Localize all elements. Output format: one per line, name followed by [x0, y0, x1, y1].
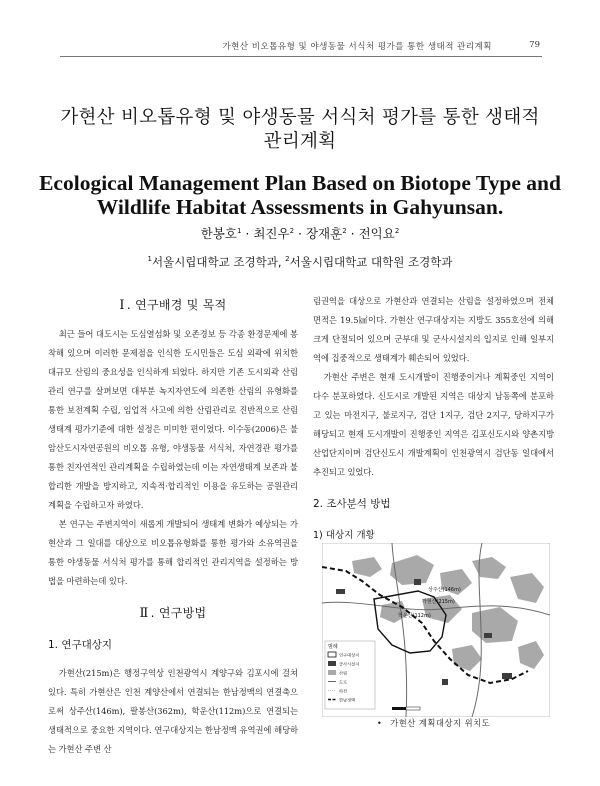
body-paragraph: 가현산 주변은 현재 도시개발이 진행중이거나 계획중인 지역이 다수 분포하였다. 신도시로 개발된 지역은 대상지 남동쪽에 분포하고 있는 마전지구, 불로지구, 검단 1지구, 검단 2지구, 당하지구가 해당되고 현재 도시개발이 진행중인 지역은 김포신도시와 양촌지방산업단지이며 검단신도시 개발계획이 인천광역시 검단동 일대에서 추진되고 있었다. [313, 372, 554, 477]
body-paragraph: 림권역을 대상으로 가현산과 연결되는 산림을 설정하였으며 전체 면적은 19.5㎢이다. 가현산 연구대상지는 지방도 355호선에 의해 크게 단절되어 있으며 군부대 및 군사시설지의 입지로 인해 일부지역에 집중적으로 생태계가 훼손되어 있었다. [313, 296, 554, 363]
scale-bar-segment [392, 707, 406, 710]
military-site [484, 633, 492, 638]
military-site [442, 679, 448, 685]
section-heading-background [48, 296, 298, 313]
site-location-map [322, 543, 550, 717]
author-name: 장재훈 [305, 226, 343, 241]
korean-title-line2: 관리계획 [263, 131, 337, 152]
figure-caption [313, 717, 554, 729]
korean-title-line1: 가현산 비오톱유형 및 야생동물 서식처 평가를 통한 생태적 [60, 107, 540, 128]
english-title-line2: Wildlife Habitat Assessments in Gahyunsan. [96, 195, 504, 219]
section-number: Ⅰ [119, 298, 125, 313]
legend-swatch-forest [328, 670, 336, 675]
military-site [414, 579, 421, 585]
caption-text: 가현산 계획대상지 위치도 [390, 718, 491, 728]
author-separator: · [346, 226, 359, 241]
subsection-heading-survey: 2. 조사분석 방법 [313, 498, 391, 510]
author-separator: · [241, 226, 254, 241]
section-title: . 연구방법 [150, 606, 207, 620]
english-title [30, 171, 570, 219]
military-site [336, 589, 345, 594]
subsection-heading-site: 1. 연구대상지 [48, 639, 113, 651]
subsubsection-heading: 1) 대상지 개황 [313, 530, 375, 541]
scale-bar-segment [406, 707, 420, 710]
section-heading-methods [48, 604, 298, 621]
map-label-sangjusan: 상주산(146m) [428, 587, 461, 593]
author-name: 한봉호 [200, 226, 237, 241]
running-head-title: 가현산 비오톱유형 및 야생동물 서식처 평가를 통한 생태적 관리계획 [222, 42, 492, 52]
body-paragraph: 최근 들어 대도시는 도심열섬화 및 오존경보 등 각종 환경문제에 봉착해 있으며 이러한 문제점을 인식한 도시민들은 도심 외곽에 위치한 대규모 산림의 중요성을 인식하게 되었다. 하지만 기존 도시외곽 산림 관리 연구를 살펴보면 대부분 녹지자연도에 의존한 산림의 유형화를 통한 보전계획 수립, 임업적 사고에 의한 산림관리로 진반적으로 산림생태계 평가기준에 대한 설정은 미미한 편이었다. 이수동(2006)은 불암산도시자연공원의 비오톱 유형, 야생동물 서식처, 자연경관 평가를 통한 친자연적인 관리계획을 수립하였는데 이는 자연생태계 보존과 불합리한 개발을 방지하고, 지속적·합리적인 이용을 유도하는 공원관리계획을 수립하고자 하였다. [48, 329, 298, 510]
legend-label: 연구대상지 [339, 652, 360, 658]
legend-label: 도로 [339, 679, 348, 685]
affil-text-1: 서울시립대학교 조경학과, [151, 255, 286, 269]
author-affil-mark: 2 [289, 226, 295, 235]
affil-mark-2: 2 [285, 255, 290, 264]
left-column [48, 292, 298, 759]
affiliations [60, 254, 540, 270]
page-number: 79 [529, 40, 540, 50]
military-site [502, 673, 512, 679]
section-number: Ⅱ [139, 606, 149, 621]
body-paragraph: 가현산(215m)은 행정구역상 인천광역시 계양구와 김포시에 걸쳐있다. 특히 가현산은 인천 계양산에서 연결되는 한남정맥의 연결축으로써 상주산(146m), 팔봉산(362m), 학운산(112m)으로 연결되는 생태적으로 중요한 지역이다. 연구대상지는 한남정맥 유역권에 해당하는 가현산 주변 산 [48, 668, 298, 754]
affil-mark-1: 1 [147, 255, 152, 264]
map-label-gahyunsan: 가현산(215m) [422, 599, 455, 605]
legend-label: 군사시설지 [339, 661, 360, 667]
scale-bar [392, 707, 420, 710]
legend-label: 하천 [339, 688, 348, 694]
running-head [60, 40, 540, 54]
right-column [313, 292, 554, 541]
author-affil-mark: 2 [342, 226, 347, 235]
author-affil-mark: 1 [236, 226, 242, 235]
affil-text-2: 서울시립대학교 대학원 조경학과 [289, 255, 453, 269]
map-legend [325, 641, 375, 709]
caption-bullet: • [376, 718, 383, 728]
author-affil-mark: 2 [394, 226, 400, 235]
legend-label: 한남정맥 [339, 697, 356, 703]
author-separator: · [294, 226, 306, 241]
author-name: 최진우 [253, 226, 290, 241]
author-list [60, 224, 540, 242]
legend-label: 산림 [339, 670, 348, 676]
body-paragraph: 본 연구는 주변지역이 새롭게 개발되어 생태계 변화가 예상되는 가현산과 그 일대를 대상으로 비오톱유형화를 통한 평가와 소유역권을 통한 야생동물 서식처 평가를 통해 합리적인 관리지역을 설정하는 방법을 마련하는데 있다. [48, 519, 298, 586]
section-title: . 연구배경 및 목적 [126, 298, 227, 312]
english-title-line1: Ecological Management Plan Based on Biotope Type and [39, 171, 561, 195]
header-rule [60, 56, 542, 57]
author-name: 전익요 [358, 226, 395, 241]
legend-swatch-military [328, 661, 336, 666]
legend-title: 범례 [328, 644, 338, 650]
map-label-hakunsan: 학운산(112m) [398, 613, 431, 619]
korean-title [40, 106, 560, 154]
